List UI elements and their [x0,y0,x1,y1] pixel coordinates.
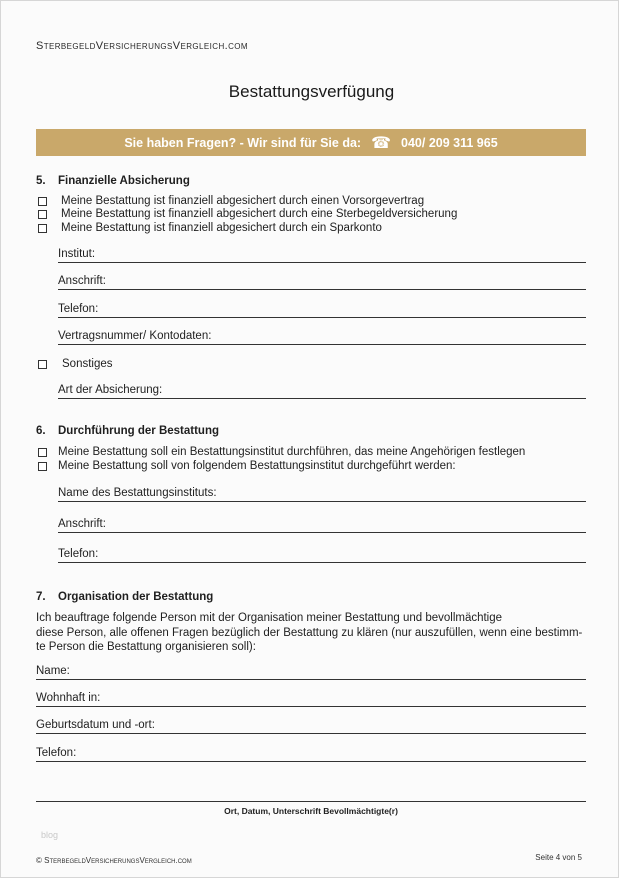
option-label: Meine Bestattung soll von folgendem Bestattungsinstitut durchgeführt werden: [58,460,456,472]
option-label: Meine Bestattung ist finanziell abgesichert durch einen Vorsorgevertrag [61,195,425,207]
option-label: Meine Bestattung ist finanziell abgesichert durch ein Sparkonto [61,222,382,234]
paragraph-line: Ich beauftrage folgende Person mit der Organisation meiner Bestattung und bevollmächtige [36,612,503,624]
field-telefon[interactable] [58,302,586,318]
banner-text: Sie haben Fragen? - Wir sind für Sie da: [124,135,362,150]
section-5-title: Finanzielle Absicherung [58,175,190,187]
field-anschrift[interactable] [58,274,586,290]
field-label: Anschrift: [58,518,106,530]
option-label: Meine Bestattung ist finanziell abgesichert durch eine Sterbegeldversicherung [61,208,458,220]
field-label: Institut: [58,248,96,260]
watermark: blog [41,830,59,840]
checkbox[interactable] [38,360,47,369]
section-5-heading [36,175,190,187]
paragraph-line: te Person die Bestattung organisieren soll): [36,641,256,653]
checkbox[interactable] [38,462,47,471]
field-label: Name des Bestattungsinstituts: [58,487,217,499]
field-institut-anschrift[interactable] [58,517,586,533]
checkbox[interactable] [38,224,47,233]
option-sterbegeldversicherung[interactable] [38,208,457,220]
signature-line[interactable] [36,801,586,802]
checkbox[interactable] [38,210,47,219]
checkbox[interactable] [38,448,47,457]
section-7-number: 7. [36,591,46,603]
section-7-title: Organisation der Bestattung [58,591,214,603]
phone-icon: ☎ [371,134,392,152]
banner-phone[interactable]: 040/ 209 311 965 [401,135,498,150]
field-person-name[interactable] [36,664,586,680]
field-label: Anschrift: [58,275,106,287]
field-name-bestattungsinstitut[interactable] [58,486,586,502]
checkbox[interactable] [38,197,47,206]
field-vertragsnummer[interactable] [58,329,586,345]
section-6-title: Durchführung der Bestattung [58,425,219,437]
field-institut-telefon[interactable] [58,547,586,563]
field-label: Telefon: [36,747,77,759]
field-art-der-absicherung[interactable] [58,383,586,399]
authorization-paragraph [36,611,582,655]
page-title: Bestattungsverfügung [228,82,395,101]
signature-label: Ort, Datum, Unterschrift Bevollmächtigte(r) [224,806,398,816]
site-name: SterbegeldVersicherungsVergleich.com [36,40,248,52]
field-wohnhaft[interactable] [36,691,586,707]
field-label: Geburtsdatum und -ort: [36,719,155,731]
field-label: Art der Absicherung: [58,384,163,396]
field-label: Name: [36,665,70,677]
field-person-telefon[interactable] [36,746,586,762]
option-angehoerige-festlegen[interactable] [38,446,525,458]
option-vorsorgevertrag[interactable] [38,195,424,207]
option-folgendes-institut[interactable] [38,460,456,472]
field-institut[interactable] [58,247,586,263]
option-sparkonto[interactable] [38,222,382,234]
option-label: Meine Bestattung soll ein Bestattungsinstitut durchführen, das meine Angehörigen festlegen [58,446,526,458]
field-label: Telefon: [58,548,99,560]
option-label: Sonstiges [62,358,113,370]
field-label: Vertragsnummer/ Kontodaten: [58,330,212,342]
footer-copyright: © SterbegeldVersicherungsVergleich.com [36,856,192,865]
option-sonstiges[interactable] [38,358,113,370]
contact-banner [36,129,586,156]
section-6-heading [36,425,219,437]
field-geburtsdatum[interactable] [36,718,586,734]
field-label: Telefon: [58,303,99,315]
section-5-number: 5. [36,175,46,187]
section-6-number: 6. [36,425,46,437]
field-label: Wohnhaft in: [36,692,101,704]
section-7-heading [36,591,213,603]
paragraph-line: diese Person, alle offenen Fragen bezüglich der Bestattung zu klären (nur auszufüllen, wenn eine bestimm- [36,626,583,639]
footer-page-number: Seite 4 von 5 [535,853,582,862]
